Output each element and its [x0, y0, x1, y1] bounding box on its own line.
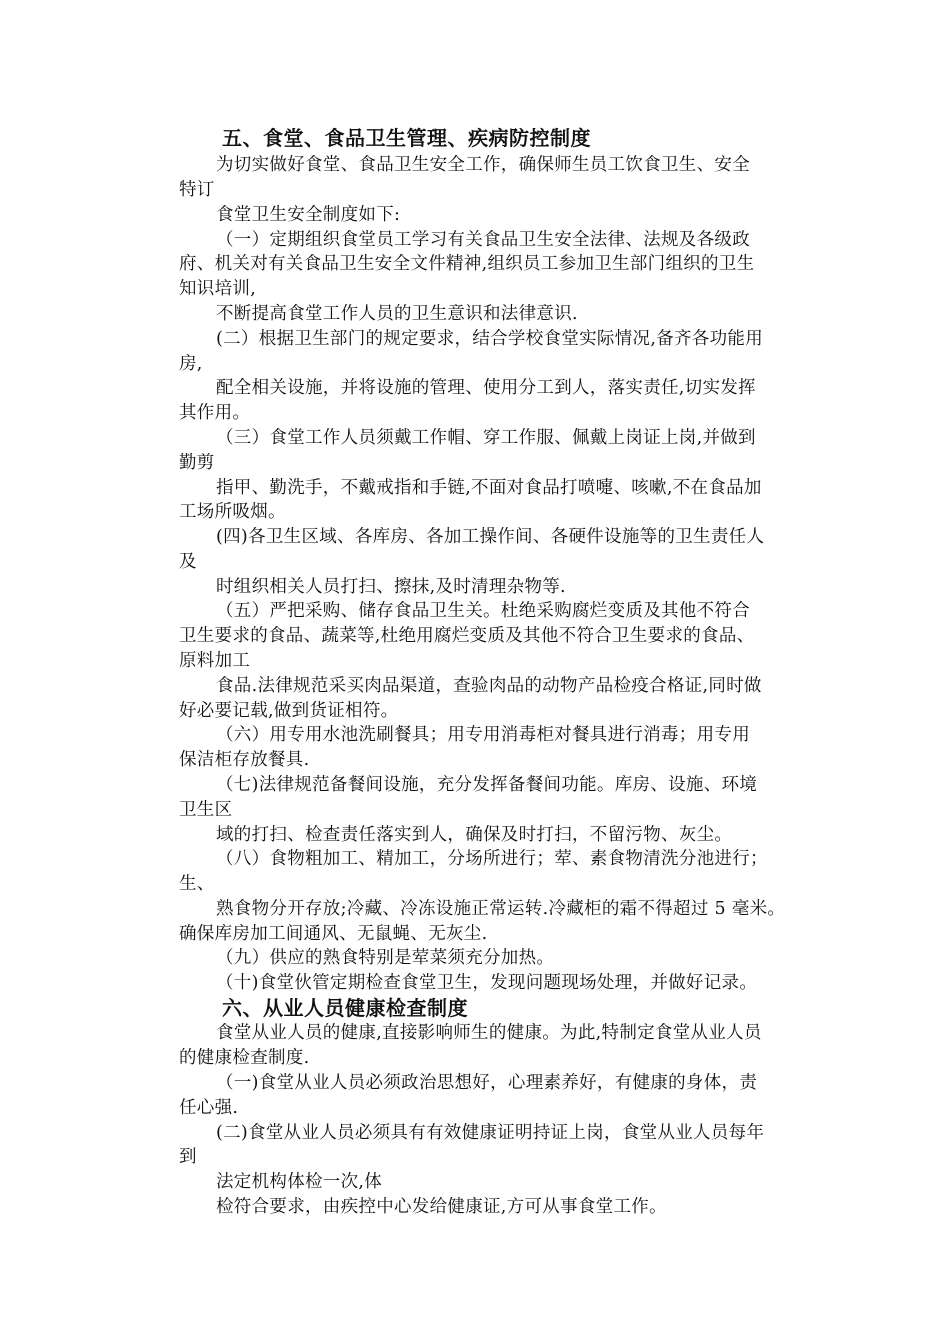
- text-line: （五）严把采购、储存食品卫生关。杜绝采购腐烂变质及其他不符合: [216, 601, 750, 621]
- text-line: 食堂从业人员的健康,直接影响师生的健康。为此,特制定食堂从业人员: [216, 1023, 762, 1043]
- text-line: 府、机关对有关食品卫生安全文件精神,组织员工参加卫生部门组织的卫生: [179, 254, 755, 274]
- text-line: 为切实做好食堂、食品卫生安全工作，确保师生员工饮食卫生、安全: [216, 155, 750, 175]
- text-line: 法定机构体检一次,体: [216, 1172, 383, 1192]
- text-line: （六）用专用水池洗刷餐具；用专用消毒柜对餐具进行消毒；用专用: [216, 725, 750, 745]
- text-line: （七)法律规范备餐间设施，充分发挥备餐间功能。库房、设施、环境: [216, 775, 758, 795]
- text-line: 域的打扫、检查责任落实到人，确保及时打扫，不留污物、灰尘。: [216, 825, 733, 845]
- text-line: (四)各卫生区域、各库房、各加工操作间、各硬件设施等的卫生责任人: [216, 527, 765, 547]
- text-line: （十)食堂伙管定期检查食堂卫生，发现问题现场处理，并做好记录。: [216, 973, 758, 993]
- text-line: 卫生要求的食品、蔬菜等,杜绝用腐烂变质及其他不符合卫生要求的食品、: [179, 626, 755, 646]
- text-line: 勤剪: [179, 453, 215, 473]
- text-line: 指甲、勤洗手，不戴戒指和手链,不面对食品打喷嚏、咳嗽,不在食品加: [216, 478, 762, 498]
- text-line: 好必要记载,做到货证相符。: [179, 701, 399, 721]
- text-line: 不断提高食堂工作人员的卫生意识和法律意识.: [216, 304, 578, 324]
- text-line: 房,: [179, 354, 203, 374]
- text-line: 知识培训,: [179, 279, 257, 299]
- text-line: 到: [179, 1147, 197, 1167]
- section-5-title: 五、食堂、食品卫生管理、疾病防控制度: [222, 126, 591, 150]
- text-line: 其作用。: [179, 403, 251, 423]
- text-line: 时组织相关人员打扫、擦抹,及时清理杂物等.: [216, 577, 566, 597]
- text-line: 的健康检查制度.: [179, 1048, 310, 1068]
- text-line: 生、: [179, 874, 215, 894]
- text-line: 工场所吸烟。: [179, 502, 286, 522]
- text-line: （八）食物粗加工、精加工，分场所进行；荤、素食物清洗分池进行；: [216, 849, 768, 869]
- text-line: 配全相关设施，并将设施的管理、使用分工到人，落实责任,切实发挥: [216, 378, 756, 398]
- text-line: 保洁柜存放餐具.: [179, 750, 310, 770]
- text-line: （九）供应的熟食特别是荤菜须充分加热。: [216, 948, 555, 968]
- text-line: 食堂卫生安全制度如下:: [216, 205, 401, 225]
- text-line: 特订: [179, 180, 215, 200]
- text-line: 卫生区: [179, 800, 233, 820]
- text-line: 检符合要求，由疾控中心发给健康证,方可从事食堂工作。: [216, 1197, 667, 1217]
- text-line: 原料加工: [179, 651, 251, 671]
- text-line: 熟食物分开存放;冷藏、冷冻设施正常运转.冷藏柜的霜不得超过 5 毫米。: [216, 899, 786, 919]
- section-6-title: 六、从业人员健康检查制度: [222, 996, 468, 1020]
- text-line: 确保库房加工间通风、无鼠蝇、无灰尘.: [179, 924, 488, 944]
- text-line: （一)食堂从业人员必须政治思想好，心理素养好，有健康的身体，责: [216, 1073, 758, 1093]
- text-line: 及: [179, 552, 197, 572]
- text-line: 食品.法律规范采买肉品渠道，查验肉品的动物产品检疫合格证,同时做: [216, 676, 762, 696]
- text-line: (二）根据卫生部门的规定要求，结合学校食堂实际情况,备齐各功能用: [216, 329, 763, 349]
- text-line: 任心强.: [179, 1098, 239, 1118]
- text-line: （一）定期组织食堂员工学习有关食品卫生安全法律、法规及各级政: [216, 230, 750, 250]
- text-line: （三）食堂工作人员须戴工作帽、穿工作服、佩戴上岗证上岗,并做到: [216, 428, 756, 448]
- text-line: (二)食堂从业人员必须具有有效健康证明持证上岗，食堂从业人员每年: [216, 1123, 765, 1143]
